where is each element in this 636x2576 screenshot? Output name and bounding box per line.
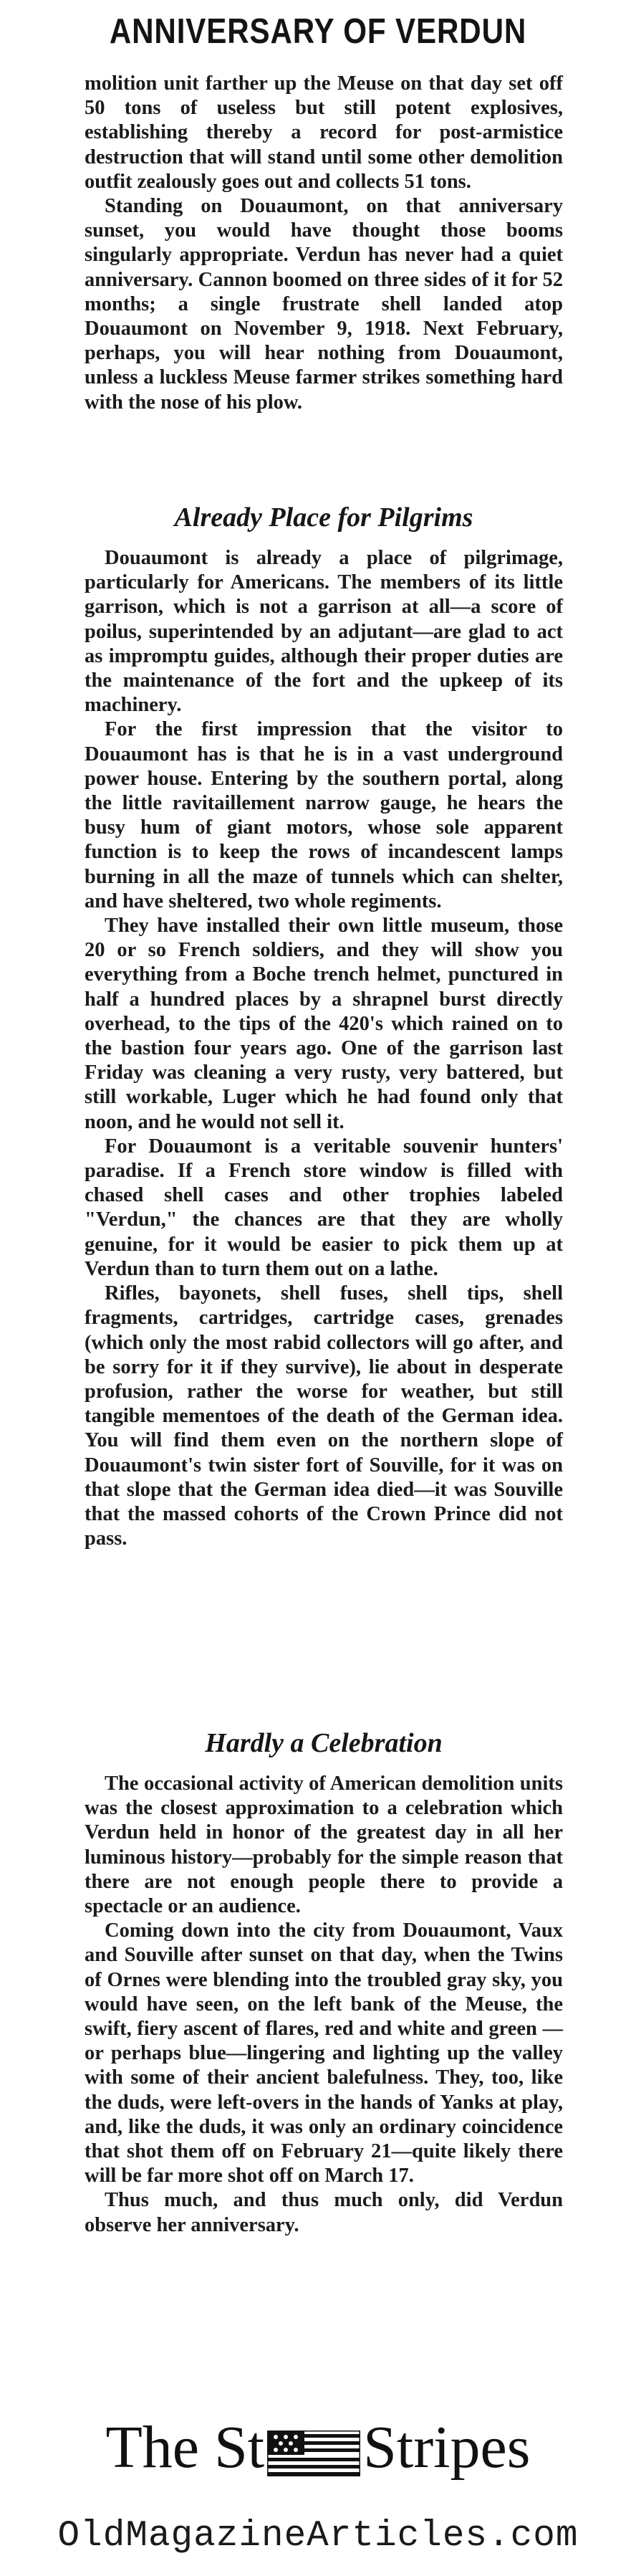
masthead-right-text: Stripes: [363, 2414, 531, 2481]
section-heading-celebration: Hardly a Celebration: [205, 1728, 443, 1758]
article-title: ANNIVERSARY OF VERDUN: [109, 12, 527, 51]
masthead-left-text: The St: [105, 2414, 265, 2481]
pilgrims-paragraph-1: Douaumont is already a place of pilgrimage, particularly for Americans. The members of its little garrison, which is not a garrison at all—a score of poilus, superintended by an adjutant—are glad to act as impromptu guides, although their proper duties are the maintenance of the fort and the upkeep of its machinery.: [85, 547, 563, 717]
pilgrims-paragraph-5: Rifles, bayonets, shell fuses, shell tips, shell fragments, cartridges, cartridge cases, grenades (which only the most rabid collectors will go after, and be sorry for it if they survive), lie about in desperate profusion, rather the worse for weather, but still tangible mementoes of the death of the German idea. You will find them even on the northern slope of Douaumont's twin sister fort of Souville, for it was on that slope that the German idea died—it was Souville that the massed cohorts of the Crown Prince did not pass.: [85, 1282, 563, 1550]
pilgrims-paragraph-3: They have installed their own little museum, those 20 or so French soldiers, and they will show you everything from a Boche trench helmet, punctured in half a hundred places by a shrapnel burst directly overhead, to the tips of the 420's which rained on to the bastion four years ago. One of the garrison last Friday was cleaning a very rusty, very battered, but still workable, Luger which he had found only that noon, and he would not sell it.: [85, 915, 563, 1133]
pilgrims-paragraph-2: For the first impression that the visitor to Douaumont has is that he is in a vast underground power house. Entering by the southern portal, along the little ravitaillement narrow gauge, he hears the busy hum of giant motors, whose sole apparent function is to keep the rows of incandescent lamps burning in all the maze of tunnels which can shelter, and have sheltered, two whole regiments.: [85, 718, 563, 912]
section-celebration-body: [85, 1772, 563, 2238]
intro-paragraph-1: molition unit farther up the Meuse on that day set off 50 tons of useless but still potent explosives, establishing thereby a record for post-armistice destruction that will stand until some other demolition outfit zealously goes out and collects 51 tons.: [85, 72, 563, 193]
intro-paragraph-2: Standing on Douaumont, on that anniversary sunset, you would have thought those booms singularly appropriate. Verdun has never had a quiet anniversary. Cannon boomed on three sides of it for 52 months; a single frustrate shell landed atop Douaumont on November 9, 1918. Next February, perhaps, you will hear nothing from Douaumont, unless a luckless Meuse farmer strikes something hard with the nose of his plow.: [85, 195, 563, 414]
celebration-paragraph-2: Coming down into the city from Douaumont, Vaux and Souville after sunset on that day, when the Twins of Ornes were blending into the troubled gray sky, you would have seen, on the left bank of the Meuse, the swift, fiery ascent of flares, red and white and green —or perhaps blue—lingering and lighting up the valley with some of their ancient balefulness. They, too, like the duds, were left-overs in the hands of Yanks at play, and, like the duds, it was only an ordinary coincidence that shot them off on February 21—quite likely there will be far more shot off on March 17.: [85, 1919, 563, 2188]
intro-text: [85, 72, 563, 415]
section-pilgrims-body: [85, 546, 563, 1551]
flag-icon: [267, 2430, 360, 2476]
site-footer: OldMagazineArticles.com: [57, 2516, 579, 2557]
stars-and-stripes-masthead: [0, 2412, 636, 2484]
celebration-paragraph-3: Thus much, and thus much only, did Verdun observe her anniversary.: [85, 2189, 563, 2236]
celebration-paragraph-1: The occasional activity of American demolition units was the closest approximation to a celebration which Verdun held in honor of the greatest day in all her luminous history—probably for the simple reason that there are not enough people there to provide a spectacle or an audience.: [85, 1773, 563, 1918]
pilgrims-paragraph-4: For Douaumont is a veritable souvenir hunters' paradise. If a French store window is filled with chased shell cases and other trophies labeled "Verdun," the chances are that they are wholly genuine, for it would be easier to pick them up at Verdun than to turn them out on a lathe.: [85, 1135, 563, 1280]
section-heading-pilgrims: Already Place for Pilgrims: [174, 502, 473, 533]
